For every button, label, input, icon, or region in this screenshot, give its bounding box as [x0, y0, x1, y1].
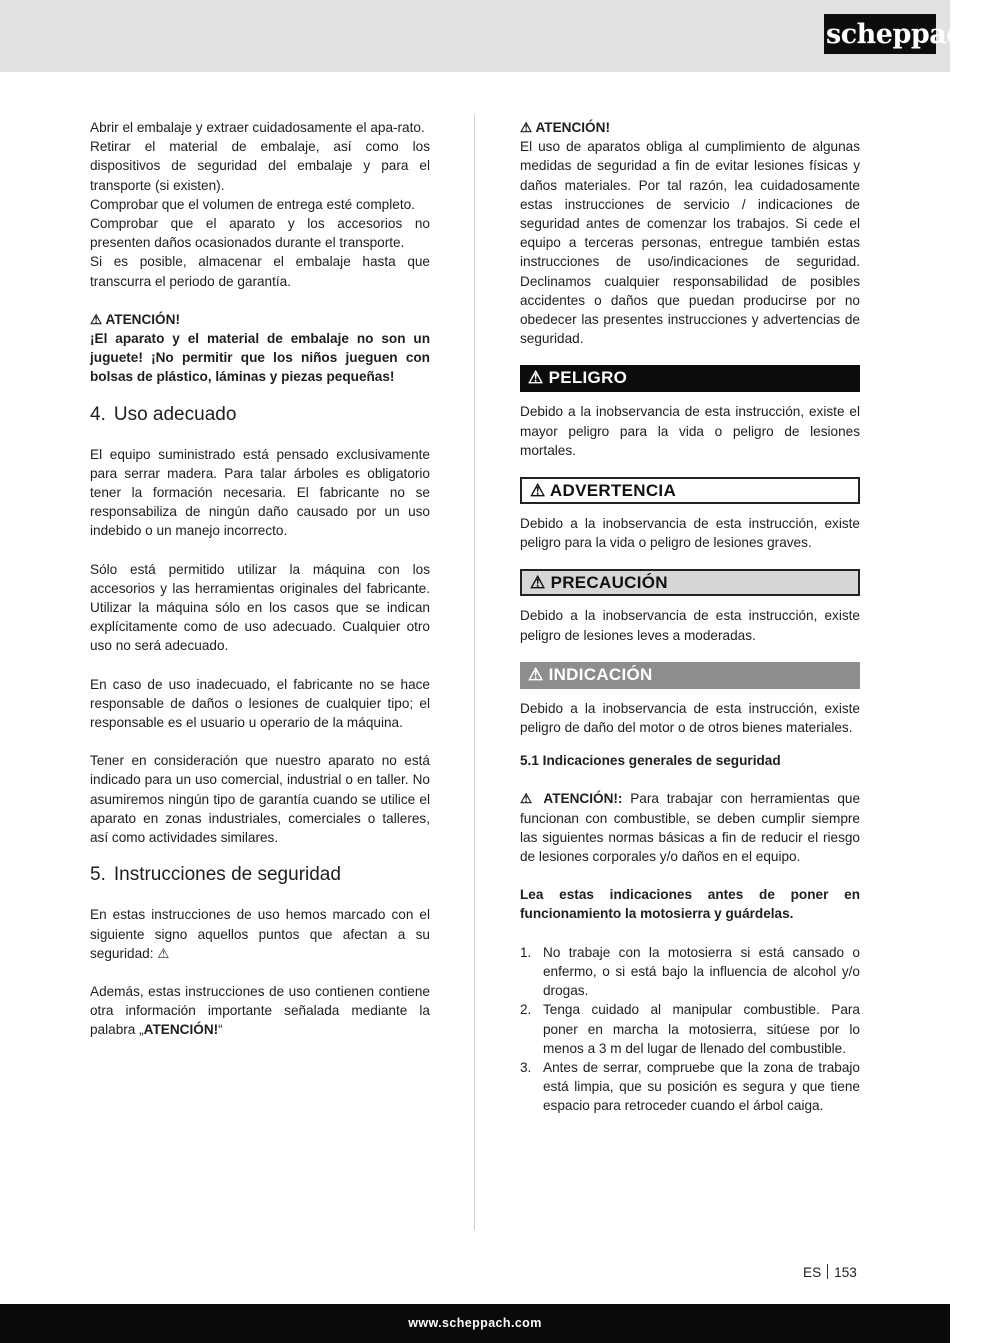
section-5-paragraph: Además, estas instrucciones de uso contienen contiene otra información importante señalada mediante la palabra „ATENCIÓN!“ — [90, 983, 430, 1038]
page-number: ES 153 — [803, 1265, 857, 1280]
website-link[interactable]: www.scheppach.com — [408, 1316, 542, 1330]
notice-text: Debido a la inobservancia de esta instrucción, existe peligro de daño del motor o de otros bienes materiales. — [520, 700, 860, 736]
warning-label-box: ⚠ ADVERTENCIA — [520, 477, 860, 504]
unpack-step: Retirar el material de embalaje, así como los dispositivos de seguridad del embalaje y para el transporte (si existen). — [90, 139, 430, 193]
left-column — [90, 118, 430, 1040]
danger-label-box: ⚠ PELIGRO — [520, 365, 860, 392]
column-divider — [474, 115, 475, 1230]
section-4-paragraph: El equipo suministrado está pensado exclusivamente para serrar madera. Para talar árboles es obligatorio tener la formación necesaria. El fabricante no se responsabiliza de ningún daño causado por un uso indebido o un manejo incorrecto. — [90, 446, 430, 539]
brand-logo: scheppach — [824, 14, 936, 54]
unpack-step: Comprobar que el volumen de entrega esté completo. — [90, 196, 415, 212]
warning-text: Debido a la inobservancia de esta instrucción, existe peligro para la vida o peligro de lesiones graves. — [520, 516, 860, 551]
caution-text: Debido a la inobservancia de esta instrucción, existe peligro de lesiones leves a moderadas. — [520, 608, 860, 643]
list-item: 1. No trabaje con la motosierra si está cansado o enfermo, o si está bajo la influencia de alcohol y/o drogas. — [520, 944, 860, 999]
attention-heading: ⚠ ATENCIÓN! — [90, 311, 180, 327]
notice-label-box: ⚠ INDICACIÓN — [520, 662, 860, 689]
safety-list — [520, 943, 860, 1116]
danger-text: Debido a la inobservancia de esta instrucción, existe el mayor peligro para la vida o peligro de lesiones mortales. — [520, 404, 860, 458]
fuel-attention-paragraph: ⚠ ATENCIÓN!: Para trabajar con herramientas que funcionan con combustible, se deben cumplir siempre las siguientes normas básicas a fin de reducir el riesgo de lesiones corporales y/o daños en el equipo. — [520, 791, 860, 865]
section-4-heading: 4. Uso adecuado — [90, 403, 237, 425]
page-header — [0, 0, 981, 72]
section-5-heading: 5. Instrucciones de seguridad — [90, 864, 341, 886]
attention-text: ¡El aparato y el material de embalaje no son un juguete! ¡No permitir que los niños jueguen con bolsas de plástico, láminas y piezas pequeñas! — [90, 331, 430, 385]
unpack-step: Comprobar que el aparato y los accesorios no presenten daños ocasionados durante el transporte. — [90, 216, 430, 251]
section-5-paragraph: En estas instrucciones de uso hemos marcado con el siguiente signo aquellos puntos que afectan a su seguridad: ⚠ — [90, 907, 430, 961]
subsection-heading: 5.1 Indicaciones generales de seguridad — [520, 753, 781, 769]
list-item: 2. Tenga cuidado al manipular combustible. Para poner en marcha la motosierra, sitúese por lo menos a 3 m del lugar de llenado del combustible. — [520, 1002, 860, 1056]
section-4-paragraph: En caso de uso inadecuado, el fabricante no se hace responsable de daños o lesiones de cualquier tipo; el responsable es el usuario u operario de la máquina. — [90, 676, 430, 731]
list-item: 3. Antes de serrar, compruebe que la zona de trabajo está limpia, que su posición es segura y que tiene espacio para retroceder cuando el árbol caiga. — [520, 1059, 860, 1114]
read-instructions-note: Lea estas indicaciones antes de poner en funcionamiento la motosierra y guárdelas. — [520, 887, 860, 922]
attention-text: El uso de aparatos obliga al cumplimiento de algunas medidas de seguridad a fin de evitar lesiones físicas y daños materiales. Por tal razón, lea cuidadosamente estas instrucciones de servicio / indicaciones de seguridad antes de comenzar los trabajos. Si cede el equipo a terceras personas, entregue también estas instrucciones de uso/indicaciones de seguridad. Declinamos cualquier responsabilidad de posibles accidentes o daños que puedan producirse por no obedecer las presentes instrucciones y advertencias de seguridad. — [520, 139, 860, 347]
page-footer — [0, 1304, 950, 1343]
attention-heading: ⚠ ATENCIÓN! — [520, 120, 610, 135]
caution-label-box: ⚠ PRECAUCIÓN — [520, 569, 860, 596]
unpack-step: Abrir el embalaje y extraer cuidadosamente el apa-rato. — [90, 120, 425, 135]
unpack-step: Si es posible, almacenar el embalaje hasta que transcurra el periodo de garantía. — [90, 254, 430, 289]
section-4-paragraph: Tener en consideración que nuestro aparato no está indicado para un uso comercial, industrial o en taller. No asumiremos ningún tipo de garantía cuando se utilice el aparato en zonas industriales, comerciales o talleres, así como actividades similares. — [90, 753, 430, 846]
section-4-paragraph: Sólo está permitido utilizar la máquina con los accesorios y las herramientas originales del fabricante. Utilizar la máquina sólo en los casos que se indican explícitamente como de uso adecuado. Cualquier otro uso no será adecuado. — [90, 561, 430, 654]
right-column — [520, 118, 860, 1116]
